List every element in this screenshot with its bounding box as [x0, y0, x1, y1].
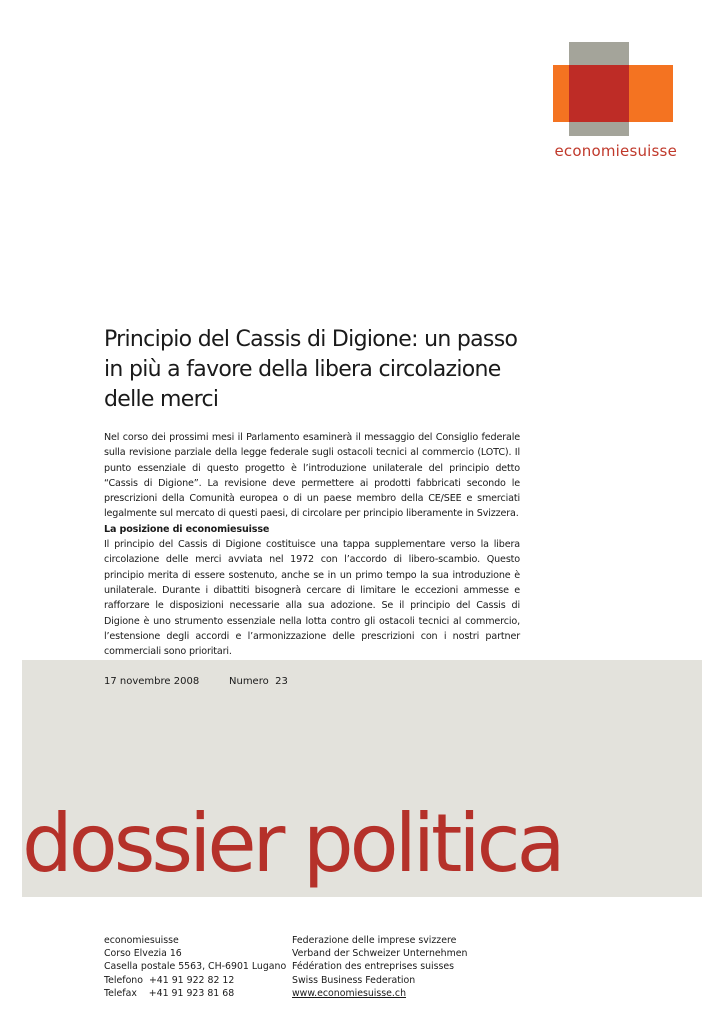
- brand-wordmark: economiesuisse: [554, 142, 677, 160]
- section-paragraph: Il principio del Cassis di Digione costituisce una tappa supplementare verso la libera circolazione delle merci avviata nel 1972 con l’accordo di libero-scambio. Questo principio merita di essere sostenuto, anche se in un primo tempo la sua introduzione è unilaterale. Durante i dibattiti bisognerà cercare di limitare le eccezioni ammesse e rafforzare le disposizioni necessarie alla sua adozione. Se il principio del Cassis di Digione è uno strumento essenziale nella lotta contro gli ostacoli tecnici al commercio, l’estensione degli accordi e l’armonizzazione delle prescrizioni con i nostri partner commerciali sono prioritari.: [104, 539, 520, 658]
- logo-red-block: [569, 65, 629, 122]
- footer-street: Corso Elvezia 16: [104, 948, 182, 960]
- economiesuisse-logo-mark: [553, 42, 675, 136]
- section-heading: La posizione di economiesuisse: [104, 523, 270, 535]
- series-title: dossier politica: [22, 797, 562, 890]
- article-body: [104, 430, 520, 659]
- footer-phone: Telefono +41 91 922 82 12: [104, 974, 235, 986]
- footer-federation-de: Verband der Schweizer Unternehmen: [292, 948, 468, 960]
- footer-fax: Telefax +41 91 923 81 68: [104, 987, 235, 999]
- footer-org-name: economiesuisse: [104, 935, 179, 946]
- footer-federation-fr: Fédération des entreprises suisses: [292, 961, 455, 973]
- document-title: Principio del Cassis di Digione: un passo in più a favore della libera circolazione delle merci: [104, 327, 518, 412]
- footer-federation: [292, 934, 467, 1000]
- publication-date: 17 novembre 2008: [104, 676, 200, 687]
- footer-postbox: Casella postale 5563, CH-6901 Lugano: [104, 961, 287, 973]
- footer-federation-en: Swiss Business Federation: [292, 974, 416, 986]
- footer-federation-it: Federazione delle imprese svizzere: [292, 935, 457, 946]
- footer-address: [104, 934, 286, 1000]
- issue-number: Numero 23: [229, 676, 288, 687]
- intro-paragraph: Nel corso dei prossimi mesi il Parlamento esaminerà il messaggio del Consiglio federale sulla revisione parziale della legge federale sugli ostacoli tecnici al commercio (LOTC). Il punto essenziale di questo progetto è l’introduzione unilaterale del principio detto “Cassis di Digione”. La revisione deve permettere ai prodotti fabbricati secondo le prescrizioni della Comunità europea o di un paese membro della CE/SEE e smerciati legalmente sul mercato di questi paesi, di circolare per principio liberamente in Svizzera.: [104, 432, 520, 520]
- website-link[interactable]: www.economiesuisse.ch: [292, 987, 407, 999]
